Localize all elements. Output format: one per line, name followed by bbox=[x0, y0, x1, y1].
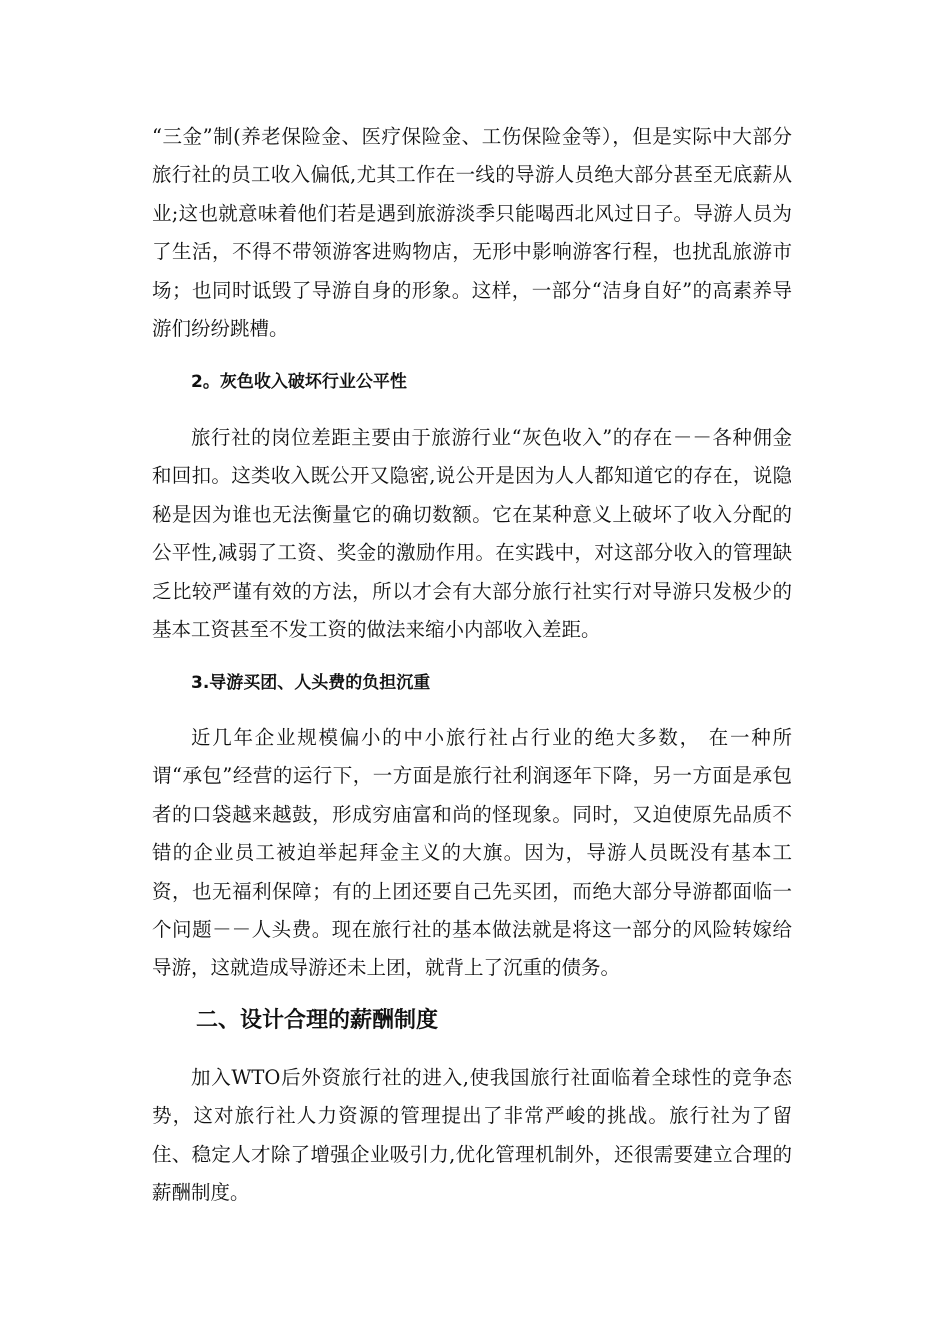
paragraph-wto-salary: 加入WTO后外资旅行社的进入,使我国旅行社面临着全球性的竞争态势，这对旅行社人力资源的管理提出了非常严峻的挑战。旅行社为了留住、稳定人才除了增强企业吸引力,优化管理机制外，还很需要建立合理的薪酬制度。 bbox=[152, 1066, 792, 1205]
paragraph-buying-tours: 近几年企业规模偏小的中小旅行社占行业的绝大多数， 在一种所谓“承包”经营的运行下，一方面是旅行社利润逐年下降，另一方面是承包者的口袋越来越鼓，形成穷庙富和尚的怪现象。同时，又迫使原先品质不错的企业员工被迫举起拜金主义的大旗。因为，导游人员既没有基本工资，也无福利保障；有的上团还要自己先买团，而绝大部分导游都面临一个问题－－人头费。现在旅行社的基本做法就是将这一部分的风险转嫁给导游，这就造成导游还未上团，就背上了沉重的债务。 bbox=[152, 726, 792, 980]
section-heading-salary-system: 二、设计合理的薪酬制度 bbox=[196, 1008, 439, 1033]
paragraph-gray-income: 旅行社的岗位差距主要由于旅游行业“灰色收入”的存在－－各种佣金和回扣。这类收入既公开又隐密,说公开是因为人人都知道它的存在，说隐秘是因为谁也无法衡量它的确切数额。它在某种意义上破坏了收入分配的公平性,减弱了工资、奖金的激励作用。在实践中，对这部分收入的管理缺乏比较严谨有效的方法，所以才会有大部分旅行社实行对导游只发极少的基本工资甚至不发工资的做法来缩小内部收入差距。 bbox=[152, 426, 792, 642]
subheading-buying-tours: 3.导游买团、人头费的负担沉重 bbox=[191, 673, 431, 693]
subheading-gray-income: 2。灰色收入破坏行业公平性 bbox=[191, 372, 407, 392]
paragraph-sanjin-income: “三金”制(养老保险金、医疗保险金、工伤保险金等），但是实际中大部分旅行社的员工收入偏低,尤其工作在一线的导游人员绝大部分甚至无底薪从业;这也就意味着他们若是遇到旅游淡季只能喝西北风过日子。导游人员为了生活，不得不带领游客进购物店，无形中影响游客行程，也扰乱旅游市场；也同时诋毁了导游自身的形象。这样，一部分“洁身自好”的高素养导游们纷纷跳槽。 bbox=[152, 125, 792, 341]
